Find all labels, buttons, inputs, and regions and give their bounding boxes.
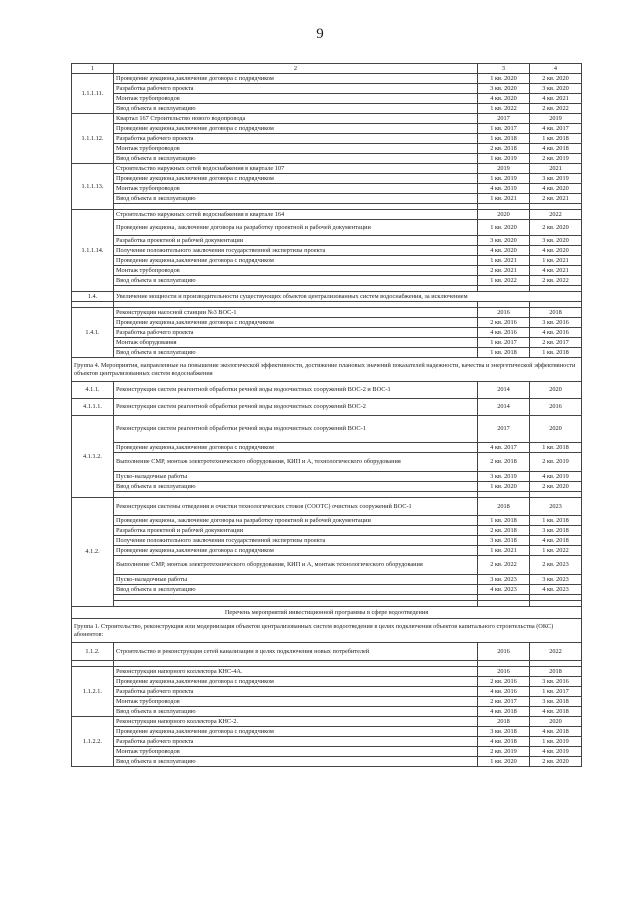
item-description: Ввод объекта в эксплуатацию — [114, 585, 478, 595]
start-date: 4 кв. 2016 — [478, 328, 530, 338]
start-date: 4 кв. 2019 — [478, 184, 530, 194]
table-row — [72, 276, 582, 286]
table-row — [72, 210, 582, 220]
table-row — [72, 727, 582, 737]
end-date: 2022 — [530, 210, 582, 220]
item-description: Реконструкция насосной станции №3 ВОС-1 — [114, 308, 478, 318]
end-date: 4 кв. 2018 — [530, 707, 582, 717]
table-row — [72, 328, 582, 338]
item-number: 1.1.1.11. — [72, 74, 114, 114]
start-date: 1 кв. 2019 — [478, 154, 530, 164]
table-row — [72, 757, 582, 767]
end-date: 2020 — [530, 717, 582, 727]
start-date: 3 кв. 2020 — [478, 84, 530, 94]
start-date: 2 кв. 2016 — [478, 677, 530, 687]
section-heading: Группа 4. Мероприятия, направленные на повышение экологической эффективности, достижение плановых значений показателей надежности, качества и энергетической эффективности объектов централизованных систем водоснабжения — [72, 358, 582, 382]
end-date: 1 кв. 2017 — [530, 687, 582, 697]
start-date: 4 кв. 2017 — [478, 443, 530, 453]
table-row — [72, 318, 582, 328]
start-date: 2019 — [478, 164, 530, 174]
end-date: 3 кв. 2016 — [530, 318, 582, 328]
table-row — [72, 453, 582, 472]
item-description: Реконструкция системы отведения и очистки технологических стоков (СООТС) очистных сооружений ВОС-1 — [114, 498, 478, 516]
end-date: 2 кв. 2020 — [530, 757, 582, 767]
item-description: Проведение аукциона,заключение договора с подрядчиком — [114, 124, 478, 134]
start-date: 2016 — [478, 667, 530, 677]
header-cell: 1 — [72, 64, 114, 74]
start-date: 4 кв. 2018 — [478, 737, 530, 747]
table-row — [72, 472, 582, 482]
table-row — [72, 643, 582, 661]
table-row — [72, 154, 582, 164]
start-date: 1 кв. 2019 — [478, 174, 530, 184]
item-description: Реконструкция напорного коллектора КНС-2. — [114, 717, 478, 727]
end-date: 2023 — [530, 498, 582, 516]
item-number: 4.1.1.2. — [72, 416, 114, 498]
end-date: 2020 — [530, 416, 582, 443]
end-date: 4 кв. 2019 — [530, 472, 582, 482]
table-row — [72, 184, 582, 194]
item-description: Строительство наружных сетей водоснабжения в квартале 164 — [114, 210, 478, 220]
start-date: 2018 — [478, 717, 530, 727]
end-date: 3 кв. 2020 — [530, 84, 582, 94]
item-description: Строительство и реконструкция сетей канализации в целях подключения новых потребителей — [114, 643, 478, 661]
item-description: Ввод объекта в эксплуатацию — [114, 154, 478, 164]
end-date: 3 кв. 2020 — [530, 236, 582, 246]
end-date: 4 кв. 2023 — [530, 585, 582, 595]
table-row — [72, 134, 582, 144]
table-row — [72, 236, 582, 246]
item-description: Разработка рабочего проекта — [114, 737, 478, 747]
item-description: Пуско-наладочные работы — [114, 472, 478, 482]
table-row — [72, 124, 582, 134]
end-date: 1 кв. 2018 — [530, 443, 582, 453]
table-row — [72, 104, 582, 114]
end-date: 2018 — [530, 308, 582, 318]
end-date: 1 кв. 2018 — [530, 516, 582, 526]
table-row — [72, 256, 582, 266]
header-cell: 4 — [530, 64, 582, 74]
item-description: Выполнение СМР, монтаж электротехнического оборудования, КИП и А, монтаж технологического оборудования — [114, 556, 478, 575]
table-row — [72, 607, 582, 619]
start-date: 2014 — [478, 399, 530, 416]
start-date: 2 кв. 2018 — [478, 526, 530, 536]
item-description: Монтаж трубопроводов — [114, 266, 478, 276]
item-description: Выполнение СМР, монтаж электротехнического оборудования, КИП и А, технологического оборудования — [114, 453, 478, 472]
item-description: Ввод объекта в эксплуатацию — [114, 276, 478, 286]
end-date: 3 кв. 2019 — [530, 174, 582, 184]
start-date: 3 кв. 2020 — [478, 236, 530, 246]
item-number: 1.1.1.14. — [72, 210, 114, 292]
item-description: Проведение аукциона,заключение договора с подрядчиком — [114, 174, 478, 184]
start-date: 4 кв. 2020 — [478, 94, 530, 104]
item-description: Монтаж трубопроводов — [114, 144, 478, 154]
item-description: Монтаж трубопроводов — [114, 184, 478, 194]
start-date: 1 кв. 2022 — [478, 276, 530, 286]
item-description: Разработка рабочего проекта — [114, 328, 478, 338]
start-date: 1 кв. 2017 — [478, 124, 530, 134]
start-date: 4 кв. 2020 — [478, 246, 530, 256]
table-row — [72, 246, 582, 256]
item-description: Реконструкция систем реагентной обработки речной воды водоочистных сооружений ВОС-1 — [114, 416, 478, 443]
start-date: 1 кв. 2017 — [478, 338, 530, 348]
start-date: 2 кв. 2018 — [478, 453, 530, 472]
table-row — [72, 687, 582, 697]
end-date: 3 кв. 2023 — [530, 575, 582, 585]
table-row — [72, 707, 582, 717]
table-row — [72, 114, 582, 124]
table-row — [72, 556, 582, 575]
start-date: 4 кв. 2018 — [478, 707, 530, 717]
end-date: 3 кв. 2016 — [530, 677, 582, 687]
table-row — [72, 667, 582, 677]
item-number: 1.4. — [72, 292, 114, 302]
end-date: 2 кв. 2017 — [530, 338, 582, 348]
item-number: 4.1.1. — [72, 382, 114, 399]
start-date: 2016 — [478, 643, 530, 661]
investment-program-table — [71, 63, 582, 767]
end-date: 2 кв. 2019 — [530, 453, 582, 472]
table-row — [72, 348, 582, 358]
item-number: 1.1.2.1. — [72, 667, 114, 717]
table-row — [72, 498, 582, 516]
item-description: Ввод объекта в эксплуатацию — [114, 482, 478, 492]
end-date: 2022 — [530, 643, 582, 661]
end-date: 4 кв. 2021 — [530, 266, 582, 276]
item-description: Ввод объекта в эксплуатацию — [114, 194, 478, 204]
start-date: 2020 — [478, 210, 530, 220]
item-description: Монтаж трубопроводов — [114, 697, 478, 707]
item-description: Квартал 167 Строительство нового водопровода — [114, 114, 478, 124]
item-description: Разработка рабочего проекта — [114, 687, 478, 697]
start-date: 1 кв. 2021 — [478, 546, 530, 556]
start-date: 1 кв. 2021 — [478, 256, 530, 266]
start-date: 3 кв. 2019 — [478, 472, 530, 482]
item-description: Реконструкция систем реагентной обработки речной воды водоочистных сооружений ВОС-2 — [114, 399, 478, 416]
item-description: Строительство наружных сетей водоснабжения в квартале 107 — [114, 164, 478, 174]
start-date: 1 кв. 2021 — [478, 194, 530, 204]
end-date: 2 кв. 2021 — [530, 194, 582, 204]
end-date: 4 кв. 2018 — [530, 727, 582, 737]
table-row — [72, 64, 582, 74]
item-description: Ввод объекта в эксплуатацию — [114, 104, 478, 114]
item-description: Разработка проектной и рабочей документации — [114, 236, 478, 246]
start-date: 2 кв. 2017 — [478, 697, 530, 707]
end-date: 2019 — [530, 114, 582, 124]
end-date: 2021 — [530, 164, 582, 174]
item-number: 1.1.2. — [72, 643, 114, 661]
item-description: Получение положительного заключения государственной экспертизы проекта — [114, 536, 478, 546]
end-date: 2 кв. 2019 — [530, 154, 582, 164]
start-date: 1 кв. 2020 — [478, 757, 530, 767]
item-description: Ввод объекта в эксплуатацию — [114, 348, 478, 358]
start-date: 2 кв. 2018 — [478, 144, 530, 154]
table-row — [72, 546, 582, 556]
item-description: Проведение аукциона,заключение договора с подрядчиком — [114, 677, 478, 687]
end-date: 4 кв. 2021 — [530, 94, 582, 104]
end-date: 4 кв. 2017 — [530, 124, 582, 134]
start-date: 2014 — [478, 382, 530, 399]
start-date: 4 кв. 2016 — [478, 687, 530, 697]
table-row — [72, 308, 582, 318]
item-description: Пуско-наладочные работы — [114, 575, 478, 585]
table-row — [72, 84, 582, 94]
end-date: 2020 — [530, 382, 582, 399]
end-date: 1 кв. 2018 — [530, 134, 582, 144]
end-date: 4 кв. 2016 — [530, 328, 582, 338]
end-date: 4 кв. 2019 — [530, 747, 582, 757]
table-row — [72, 717, 582, 727]
table-row — [72, 174, 582, 184]
item-number: 1.1.2.2. — [72, 717, 114, 767]
start-date: 2 кв. 2016 — [478, 318, 530, 328]
item-description: Реконструкция систем реагентной обработки речной воды водоочистных сооружений ВОС-2 и ВОС-1 — [114, 382, 478, 399]
page-number: 9 — [316, 26, 324, 42]
item-description: Монтаж трубопроводов — [114, 747, 478, 757]
end-date: 2 кв. 2020 — [530, 220, 582, 236]
table-row — [72, 194, 582, 204]
start-date: 1 кв. 2022 — [478, 104, 530, 114]
start-date: 4 кв. 2023 — [478, 585, 530, 595]
table-row — [72, 516, 582, 526]
item-description: Получение положительного заключения государственной экспертизы проекта — [114, 246, 478, 256]
table-row — [72, 737, 582, 747]
end-date: 4 кв. 2020 — [530, 184, 582, 194]
item-description: Ввод объекта в эксплуатацию — [114, 707, 478, 717]
start-date: 1 кв. 2020 — [478, 220, 530, 236]
table-row — [72, 619, 582, 643]
item-number: 4.1.1.1. — [72, 399, 114, 416]
item-description: Монтаж трубопроводов — [114, 94, 478, 104]
table-row — [72, 220, 582, 236]
item-description: Проведение аукциона,заключение договора с подрядчиком — [114, 546, 478, 556]
end-date: 2 кв. 2022 — [530, 276, 582, 286]
end-date: 4 кв. 2020 — [530, 246, 582, 256]
table-row — [72, 338, 582, 348]
table-row — [72, 399, 582, 416]
header-cell: 3 — [478, 64, 530, 74]
table-row — [72, 526, 582, 536]
table-row — [72, 358, 582, 382]
end-date: 1 кв. 2022 — [530, 546, 582, 556]
end-date: 1 кв. 2018 — [530, 348, 582, 358]
start-date: 3 кв. 2018 — [478, 727, 530, 737]
start-date: 2016 — [478, 308, 530, 318]
end-date: 2 кв. 2022 — [530, 104, 582, 114]
table-row — [72, 482, 582, 492]
table-row — [72, 575, 582, 585]
table-row — [72, 747, 582, 757]
item-description: Проведение аукциона,заключение договора с подрядчиком — [114, 727, 478, 737]
item-description: Ввод объекта в эксплуатацию — [114, 757, 478, 767]
item-description: Разработка проектной и рабочей документации — [114, 526, 478, 536]
end-date: 2 кв. 2020 — [530, 74, 582, 84]
start-date: 1 кв. 2018 — [478, 516, 530, 526]
end-date: 2016 — [530, 399, 582, 416]
table-row — [72, 94, 582, 104]
end-date: 2 кв. 2020 — [530, 482, 582, 492]
start-date: 1 кв. 2020 — [478, 74, 530, 84]
table-row — [72, 443, 582, 453]
item-description: Проведение аукциона, заключение договора на разработку проектной и рабочей документации — [114, 516, 478, 526]
item-description: Проведение аукциона, заключение договора на разработку проектной и рабочей документации — [114, 220, 478, 236]
start-date: 2 кв. 2019 — [478, 747, 530, 757]
end-date: 2018 — [530, 667, 582, 677]
item-description: Проведение аукциона,заключение договора с подрядчиком — [114, 318, 478, 328]
item-description: Проведение аукциона,заключение договора с подрядчиком — [114, 443, 478, 453]
start-date: 2018 — [478, 498, 530, 516]
item-number: 1.4.1. — [72, 308, 114, 358]
start-date: 3 кв. 2023 — [478, 575, 530, 585]
start-date: 2017 — [478, 114, 530, 124]
end-date: 1 кв. 2021 — [530, 256, 582, 266]
item-description: Проведение аукциона,заключение договора с подрядчиком — [114, 74, 478, 84]
start-date: 1 кв. 2018 — [478, 348, 530, 358]
item-description: Разработка рабочего проекта — [114, 84, 478, 94]
table-row — [72, 536, 582, 546]
end-date: 2 кв. 2023 — [530, 556, 582, 575]
end-date: 4 кв. 2018 — [530, 536, 582, 546]
section-heading: Перечень мероприятий инвестиционной программы в сфере водоотведения — [72, 607, 582, 619]
table-row — [72, 164, 582, 174]
start-date: 3 кв. 2018 — [478, 536, 530, 546]
table-row — [72, 74, 582, 84]
end-date: 4 кв. 2018 — [530, 144, 582, 154]
item-description: Разработка рабочего проекта — [114, 134, 478, 144]
item-description: Монтаж оборудования — [114, 338, 478, 348]
end-date: 1 кв. 2019 — [530, 737, 582, 747]
start-date: 1 кв. 2020 — [478, 482, 530, 492]
table-row — [72, 585, 582, 595]
table-row — [72, 266, 582, 276]
item-number: 1.1.1.12. — [72, 114, 114, 164]
header-cell: 2 — [114, 64, 478, 74]
item-description: Увеличение мощности и производительности существующих объектов централизованных систем водоснабжения, за исключением — [114, 292, 582, 302]
item-description: Проведение аукциона,заключение договора с подрядчиком — [114, 256, 478, 266]
item-description: Реконструкция напорного коллектора КНС-4А. — [114, 667, 478, 677]
item-number: 1.1.1.13. — [72, 164, 114, 210]
table-row — [72, 677, 582, 687]
section-heading: Группа 1. Строительство, реконструкция или модернизация объектов централизованных систем водоотведения в целях подключения объектов капитального строительства (ОКС) абонентов: — [72, 619, 582, 643]
start-date: 2017 — [478, 416, 530, 443]
table-row — [72, 144, 582, 154]
table-row — [72, 697, 582, 707]
table-row — [72, 292, 582, 302]
table-row — [72, 382, 582, 399]
item-number: 4.1.2. — [72, 498, 114, 607]
table-row — [72, 416, 582, 443]
start-date: 1 кв. 2018 — [478, 134, 530, 144]
start-date: 2 кв. 2022 — [478, 556, 530, 575]
end-date: 3 кв. 2018 — [530, 697, 582, 707]
end-date: 3 кв. 2018 — [530, 526, 582, 536]
start-date: 2 кв. 2021 — [478, 266, 530, 276]
